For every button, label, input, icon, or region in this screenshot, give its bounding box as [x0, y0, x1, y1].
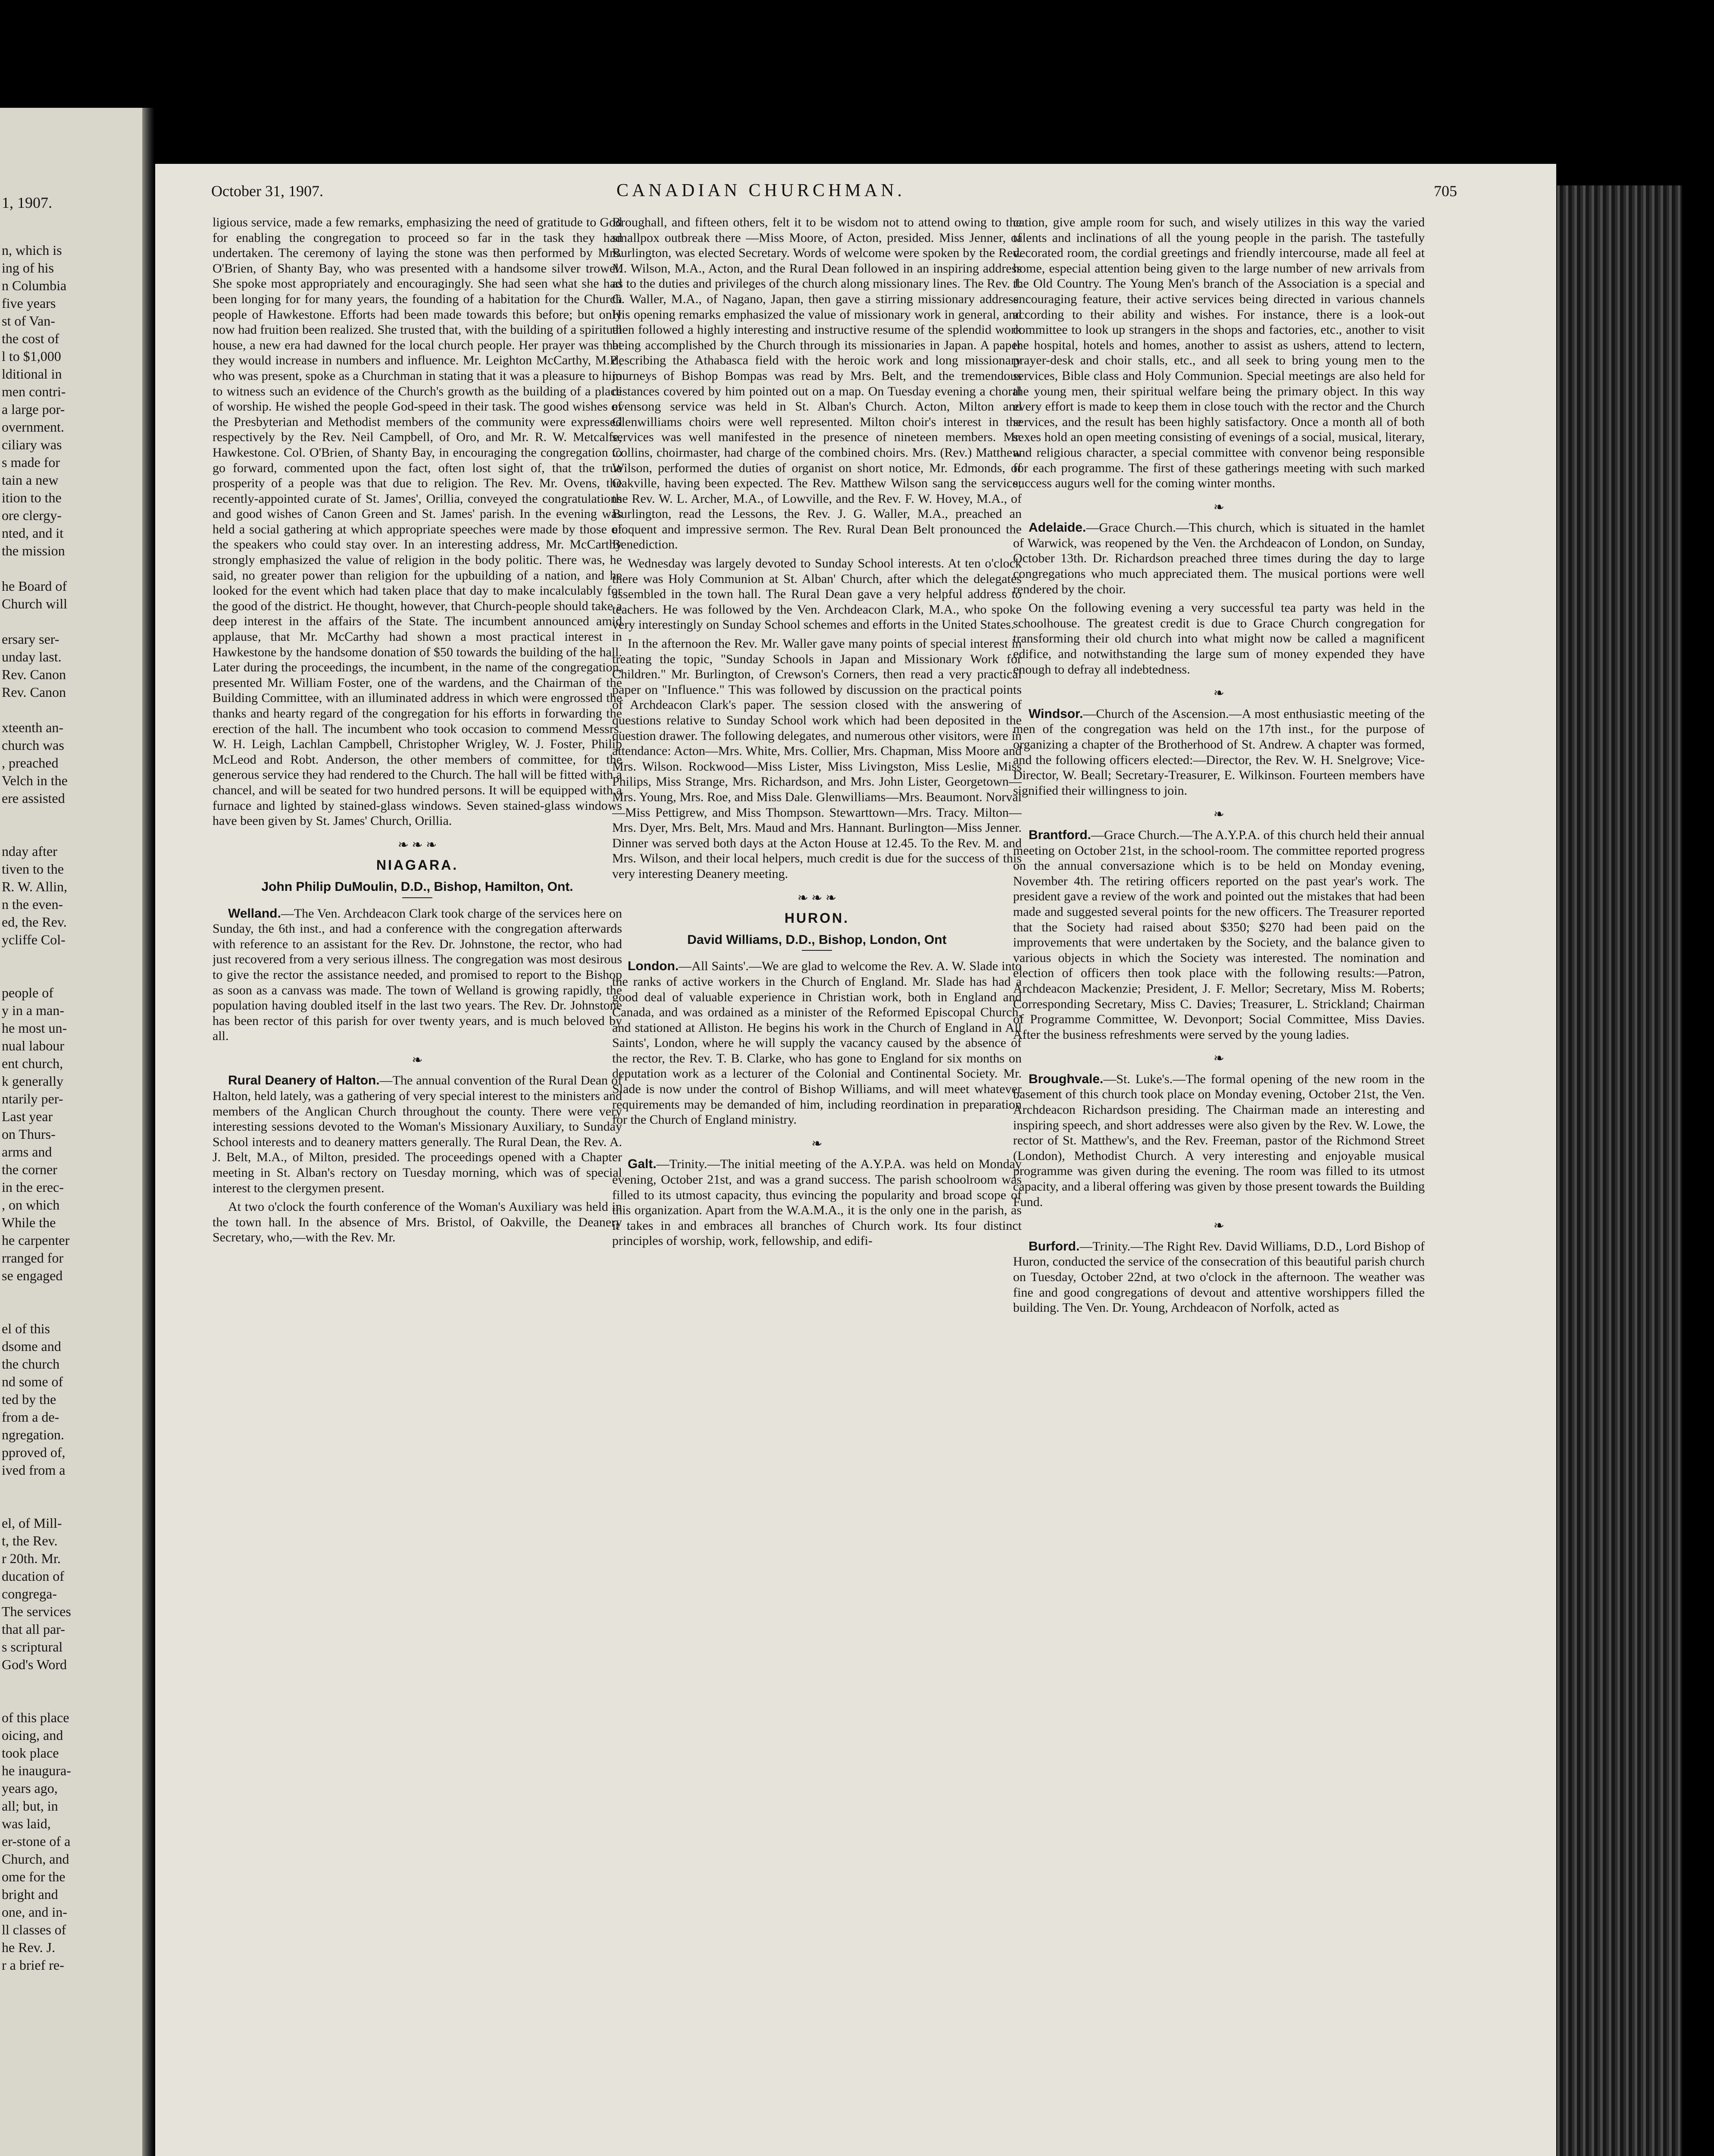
previous-page-fragment [0, 108, 142, 2156]
previous-page-line: the cost of [2, 331, 59, 346]
previous-page-line: ycliffe Col- [2, 932, 66, 947]
previous-page-line: Rev. Canon [2, 684, 66, 700]
previous-page-line: ducation of [2, 1568, 64, 1584]
article-burford [1013, 1239, 1425, 1316]
article-body: —Trinity.—The Right Rev. David Williams, D.D., Lord Bishop of Huron, conducted the service of the consecration of this beautiful parish church on Tuesday, October 22nd, at two o'clock in the afternoon. The weather was fine and good congregations of devout and attentive worshippers filled the building. The Ven. Dr. Young, Archdeacon of Norfolk, acted as [1013, 1239, 1425, 1315]
article-text: ligious service, made a few remarks, emphasizing the need of gratitude to God for enabling the congregation to proceed so far in the task they had undertaken. The ceremony of laying the stone was then performed by Mrs. O'Brien, of Shanty Bay, who was presented with a handsome silver trowel. She spoke most appropriately and encouragingly. She had seen what she had been longing for for many years, the founding of a habitation for the Church people of Hawkestone. Efforts had been made towards this before; but only now had fruition been realized. She trusted that, with the building of a spiritual house, a new era had dawned for the local church people. Her prayer was that they would increase in numbers and influence. Mr. Leighton McCarthy, M.P., who was present, spoke as a Churchman in stating that it was a pleasure to him to witness such an evidence of the Church's growth as the building of a place of worship. He wished the people God-speed in their task. The good wishes of the Presbyterian and Methodist members of the community were expressed respectively by the Rev. Neil Campbell, of Oro, and Mr. R. W. Metcalfe, Hawkestone. Col. O'Brien, of Shanty Bay, in encouraging the congregation to go forward, commented upon the fact, often lost sight of, that the true prosperity of a people was that due to religion. The Rev. Mr. Ovens, the recently-appointed curate of St. James', Orillia, conveyed the congratulations and good wishes of Canon Green and St. James' parish. In the evening was held a social gathering at which appropriate speeches were made by those of the speakers who could stay over. In an interesting address, Mr. McCarthy strongly emphasized the value of religion in the body politic. There was, he said, no greater power than religion for the upbuilding of a nation, and he looked for the event which had taken place that day to make incalculably for the good of the district. He thought, however, that Church-people should take a deep interest in the affairs of the State. The incumbent announced amid applause, that Mr. McCarthy had shown a most practical interest in Hawkestone by the handsome donation of $50 towards the building of the hall. Later during the proceedings, the incumbent, in the name of the congregation, presented Mr. William Foster, one of the wardens, and the Chairman of the Building Committee, with an illuminated address in which were engrossed the thanks and hearty regard of the congregation for his efforts in forwarding the erection of the hall. The incumbent who took occasion to commend Messrs. W. H. Leigh, Lachlan Campbell, Christopher Wrigley, W. J. Foster, Philip McLeod and Robt. Anderson, the other members of committee, for the generous service they had rendered to the Church. The hall will be fitted with a chancel, and will be seated for two hundred persons. It will be equipped with a furnace and lighted by stained-glass windows. Seven stained-glass windows have been given by St. James' Church, Orillia. [213, 215, 622, 828]
article-lead: Welland. [228, 906, 281, 921]
ornament: ❧ ❧ ❧ [397, 837, 437, 852]
column-1 [213, 215, 622, 2125]
previous-page-line: Church, and [2, 1851, 69, 1867]
section-heading-huron: HURON. [784, 910, 850, 926]
previous-page-line: ore clergy- [2, 508, 62, 523]
article-lead: Brantford. [1029, 827, 1091, 842]
article-london [612, 959, 1022, 1128]
article-lead: Galt. [628, 1157, 657, 1172]
previous-page-line: er-stone of a [2, 1833, 71, 1849]
section-heading-niagara: NIAGARA. [376, 857, 459, 873]
article-windsor [1013, 706, 1425, 799]
previous-page-line: lditional in [2, 366, 62, 382]
previous-page-line: ition to the [2, 490, 62, 505]
article-halton [213, 1073, 622, 1196]
previous-page-line: God's Word [2, 1657, 67, 1672]
previous-page-line: se engaged [2, 1268, 63, 1283]
article-lead: Burford. [1029, 1239, 1080, 1253]
previous-page-line: on Thurs- [2, 1126, 56, 1142]
previous-page-line: While the [2, 1215, 56, 1230]
column-3 [1013, 215, 1425, 2125]
page-number: 705 [1434, 182, 1457, 200]
previous-page-line: k generally [2, 1073, 64, 1089]
article-body: —Trinity.—The initial meeting of the A.Y.P.A. was held on Monday evening, October 21st, and was a grand success. The parish schoolroom was filled to its utmost capacity, thus evincing the popularity and broad scope of this organization. Apart from the W.A.M.A., it is the only one in the parish, as it takes in and embraces all branches of Church work. Its four distinct principles of worship, work, fellowship, and edifi- [612, 1157, 1022, 1248]
previous-page-line: y in a man- [2, 1003, 64, 1018]
previous-page-line: ing of his [2, 260, 54, 276]
previous-page-line: nted, and it [2, 525, 64, 541]
article-adelaide [1013, 520, 1425, 597]
previous-page-line: the corner [2, 1162, 57, 1177]
article-lead: London. [628, 959, 679, 974]
previous-page-line: ciliary was [2, 437, 62, 452]
previous-page-line: nual labour [2, 1038, 64, 1053]
previous-page-line: t, the Rev. [2, 1533, 58, 1548]
previous-page-line: nday after [2, 843, 57, 859]
previous-page-line: of this place [2, 1710, 69, 1725]
page-header [155, 164, 1556, 211]
article-body: —The annual convention of the Rural Dean of Halton, held lately, was a gathering of very special interest to the ministers and members of the Anglican Church throughout the county. There were very interesting sessions devoted to the Woman's Missionary Auxiliary, to Sunday School interests and to deanery matters generally. The Rural Dean, the Rev. A. J. Belt, M.A., of Milton, presided. The proceedings opened with a Chapter meeting in St. Alban's rectory on Tuesday morning, which was of special interest to the clergymen present. [213, 1073, 622, 1195]
previous-page-line: from a de- [2, 1409, 59, 1425]
ornament: ❧ [412, 1053, 423, 1067]
article-body: —Church of the Ascension.—A most enthusiastic meeting of the men of the congregation was held on the 17th inst., for the purpose of organizing a chapter of the Brotherhood of St. Andrew. A chapter was formed, and the following officers elected:—Director, the Rev. W. H. Snelgrove; Vice-Director, W. Beall; Secretary-Treasurer, E. Wilkinson. Fourteen members have signified their willingness to join. [1013, 706, 1425, 798]
previous-page-line: bright and [2, 1887, 58, 1902]
previous-page-line: el of this [2, 1321, 50, 1336]
ornament: ❧ [1213, 500, 1225, 514]
previous-page-line: tiven to the [2, 861, 64, 877]
article-body: —All Saints'.—We are glad to welcome the Rev. A. W. Slade into the ranks of active workers in the Church of England. Mr. Slade has had a good deal of valuable experience in Christian work, both in England and Canada, and was ordained as a minister of the Reformed Episcopal Church, and stationed at Alliston. He begins his work in the Church of England in All Saints', London, where he will supply the vacancy caused by the absence of the rector, the Rev. T. B. Clarke, who has gone to England for six months on deputation work as a lecturer of the Colonial and Continental Society. Mr. Slade is now under the control of Bishop Williams, and will meet whatever requirements may be demanded of him, including reordination in preparation for the Church of England ministry. [612, 959, 1022, 1127]
previous-page-line: in the erec- [2, 1179, 64, 1195]
previous-page-line: , on which [2, 1197, 60, 1213]
previous-page-line: church was [2, 737, 64, 753]
previous-page-line: he most un- [2, 1020, 67, 1036]
ornament: ❧ [1213, 1219, 1225, 1233]
previous-page-line: n the even- [2, 896, 63, 912]
previous-page-line: congrega- [2, 1586, 57, 1601]
previous-page-line: s made for [2, 454, 60, 470]
previous-page-line: ersary ser- [2, 631, 59, 647]
previous-page-line: the mission [2, 543, 65, 558]
previous-page-line: xteenth an- [2, 720, 64, 735]
article-text: Wednesday was largely devoted to Sunday School interests. At ten o'clock there was Holy Communion at St. Alban' Church, after which the delegates assembled in the town hall. The Rural Dean gave a very helpful address to teachers. He was followed by the Ven. Archdeacon Clark, M.A., who spoke very interestingly on Sunday School schemes and efforts in the United States. [612, 556, 1022, 632]
previous-page-line: s scriptural [2, 1639, 63, 1655]
previous-page-line: ntarily per- [2, 1091, 63, 1106]
previous-page-line: he Board of [2, 578, 67, 594]
previous-page-line: one, and in- [2, 1904, 67, 1920]
article-lead: Broughvale. [1029, 1072, 1104, 1086]
previous-page-line: that all par- [2, 1621, 65, 1637]
issue-date: October 31, 1907. [211, 182, 323, 200]
ornament: ❧ [1213, 1051, 1225, 1066]
previous-page-line: ngregation. [2, 1427, 64, 1442]
article-text: In the afternoon the Rev. Mr. Waller gave many points of special interest in treating the topic, "Sunday Schools in Japan and Missionary Work for Children." Mr. Burlington, of Crewson's Corners, then read a very practical paper on "Influence." This was followed by discussion on the practical points of Archdeacon Clark's paper. The session closed with the answering of questions relative to Sunday School work which had been deposited in the question drawer. The following delegates, and numerous other visitors, were in attendance: Acton—Mrs. White, Mrs. Collier, Mrs. Chapman, Miss Moore and Mrs. Wilson. Rockwood—Miss Lister, Miss Livingston, Miss Leslie, Miss Philips, Miss Strange, Mrs. Richardson, and Mrs. John Lister, Georgetown—Mrs. Young, Mrs. Roe, and Miss Dale. Glenwilliams—Mrs. Beaumont. Norval—Miss Pettigrew, and Miss Thompson. Stewarttown—Mrs. Tracy. Milton—Mrs. Dyer, Mrs. Belt, Mrs. Maud and Mrs. Hannant. Burlington—Miss Jenner. Dinner was served both days at the Acton House at 12.45. To the Rev. M. and Mrs. Wilson, and their local helpers, much credit is due for the success of this very interesting Deanery meeting. [612, 636, 1022, 881]
previous-page-line: rranged for [2, 1250, 64, 1266]
previous-page-line: , preached [2, 755, 59, 771]
previous-page-line: ted by the [2, 1391, 56, 1407]
article-lead: Adelaide. [1029, 520, 1086, 535]
previous-page-line: overnment. [2, 419, 64, 435]
previous-page-line: arms and [2, 1144, 52, 1159]
article-welland [213, 906, 622, 1044]
previous-page-line: he carpenter [2, 1232, 70, 1248]
previous-page-line: was laid, [2, 1816, 51, 1831]
column-2 [612, 215, 1022, 2125]
article-body: —St. Luke's.—The formal opening of the new room in the basement of this church took place on Monday evening, October 21st, the Ven. Archdeacon Richardson presiding. The Chairman made an interesting and inspiring speech, and short addresses were also given by the Rev. W. Lowe, the rector of St. Matthew's, and the Rev. Freeman, pastor of the Richmond Street (London), Methodist Church. A very interesting and enjoyable musical programme was given during the evening. The room was filled to its utmost capacity, and a liberal offering was given by those present towards the Building Fund. [1013, 1072, 1425, 1209]
article-body: —Grace Church.—The A.Y.P.A. of this church held their annual meeting on October 21st, in the school-room. The committee reported progress on the annual conversazione which is to be held on Monday evening, November 4th. The retiring officers reported on the past year's work. The president gave a review of the work and pointed out the mistakes that had been made and suggested several points for the new officers. The Treasurer reported that the Society had raised about $350; $270 had been paid on the improvements that were undertaken by the Society, and the balance given to various objects in which the Society was interested. The nomination and election of officers then took place with the following results:—Patron, Archdeacon Mackenzie; President, J. F. Mellor; Secretary, Miss M. Roberts; Corresponding Secretary, Miss C. Davies; Treasurer, L. Strickland; Chairman of Programme Committee, W. Devonport; Social Committee, Miss Davies. After the business refreshments were served by the young ladies. [1013, 827, 1425, 1042]
previous-page-line: the church [2, 1356, 60, 1372]
article-text: On the following evening a very successful tea party was held in the schoolhouse. The greatest credit is due to Grace Church congregation for transforming their old church into what might now be called a magnificent edifice, and notwithstanding the large sum of money expended they have enough to defray all indebtedness. [1013, 601, 1425, 677]
previous-page-line: people of [2, 985, 53, 1000]
previous-page-line: r 20th. Mr. [2, 1551, 61, 1566]
article-text: cation, give ample room for such, and wisely utilizes in this way the varied talents and inclinations of all the young people in the parish. The tastefully decorated room, the cordial greetings and friendly intercourse, made all feel at home, especial attention being given to the large number of new arrivals from the Old Country. The Young Men's branch of the Association is a special and encouraging feature, their active services being directed in various channels according to their ability and wishes. For instance, there is a look-out committee to look up strangers in the shops and factories, etc., another to visit the hospital, hotels and homes, another to assist as ushers, attend to lectern, prayer-desk and choir stalls, etc., and all seek to bring young men to the services, Bible class and Holy Communion. Special meetings are also held for the young men, their spiritual welfare being the primary object. In this way every effort is made to keep them in close touch with the rector and the Church services, and the result has been highly satisfactory. Once a month all of both sexes hold an open meeting consisting of evenings of a social, musical, literary, and religious character, a special committee with convenor being responsible for each programme. The first of these gatherings meeting with such marked success augurs well for the coming winter months. [1013, 215, 1425, 491]
article-brantford [1013, 827, 1425, 1042]
previous-page-line: ived from a [2, 1462, 66, 1478]
previous-page-line: Velch in the [2, 773, 68, 788]
masthead: CANADIAN CHURCHMAN. [616, 181, 906, 201]
previous-page-line: st of Van- [2, 313, 55, 329]
previous-page-line: ere assisted [2, 790, 65, 806]
previous-page-line: The services [2, 1604, 71, 1619]
previous-page-line: a large por- [2, 401, 65, 417]
ornament: ❧ ❧ ❧ [797, 890, 837, 905]
ornament: ❧ [811, 1136, 823, 1151]
previous-page-date: 1, 1907. [2, 194, 52, 211]
bishop-line: John Philip DuMoulin, D.D., Bishop, Hamilton, Ont. [261, 879, 573, 894]
previous-page-line: years ago, [2, 1780, 58, 1796]
previous-page-line: n Columbia [2, 278, 67, 293]
previous-page-line: n, which is [2, 242, 62, 258]
article-text: Broughall, and fifteen others, felt it to be wisdom not to attend owing to the smallpox outbreak there —Miss Moore, of Acton, presided. Miss Jenner, of Burlington, was elected Secretary. Words of welcome were spoken by the Rev. M. Wilson, M.A., Acton, and the Rural Dean followed in an inspiring address as to the duties and privileges of the church along missionary lines. The Rev. J. G. Waller, M.A., of Nagano, Japan, then gave a stirring missionary address. His opening remarks emphasized the value of missionary work in general, and then followed a highly interesting and instructive resume of the splendid work being accomplished by the Church through its missionaries in Japan. A paper describing the Athabasca field with the heroic work and long missionary journeys of Bishop Bompas was read by Mrs. Belt, and the tremendous distances covered by him pointed out on a map. On Tuesday evening a choral evensong service was held in St. Alban's Church. Acton, Milton and Glenwilliams choirs were well represented. Milton choir's interest in the services was well manifested in the presence of nineteen members. Mr. Collins, choirmaster, had charge of the combined choirs. Mrs. (Rev.) Matthew Wilson, performed the duties of organist on short notice, Mr. Edmonds, of Oakville, having been expected. The Rev. Matthew Wilson sang the service; the Rev. W. L. Archer, M.A., of Lowville, and the Rev. F. W. Hovey, M.A., of Burlington, read the Lessons, the Rev. J. G. Waller, M.A., preached an eloquent and impressive sermon. The Rev. Rural Dean Belt pronounced the Benediction. [612, 215, 1022, 552]
article-galt [612, 1156, 1022, 1249]
previous-page-line: took place [2, 1745, 59, 1761]
previous-page-line: oicing, and [2, 1727, 63, 1743]
previous-page-line: unday last. [2, 649, 62, 664]
bishop-line: David Williams, D.D., Bishop, London, Ont [687, 932, 947, 947]
previous-page-line: Church will [2, 596, 67, 611]
previous-page-line: he Rev. J. [2, 1940, 56, 1955]
previous-page-line: tain a new [2, 472, 59, 488]
previous-page-line: ed, the Rev. [2, 914, 67, 930]
article-lead: Windsor. [1029, 706, 1083, 721]
divider [802, 950, 832, 951]
previous-page-line: l to $1,000 [2, 348, 61, 364]
article-text: At two o'clock the fourth conference of the Woman's Auxiliary was held in the town hall. In the absence of Mrs. Bristol, of Oakville, the Deanery Secretary, who,—with the Rev. Mr. [213, 1200, 622, 1245]
newspaper-page [155, 164, 1556, 2156]
previous-page-line: Last year [2, 1109, 53, 1124]
previous-page-line: ll classes of [2, 1922, 66, 1937]
previous-page-line: dsome and [2, 1338, 61, 1354]
previous-page-line: he inaugura- [2, 1763, 71, 1778]
article-body: —The Ven. Archdeacon Clark took charge of the services here on Sunday, the 6th inst., and had a conference with the congregation afterwards with reference to an assistant for the Rev. Dr. Johnstone, the rector, who had just recovered from a very serious illness. The congregation was most desirous to give the rector the assistance needed, and promised to report to the Bishop as soon as a canvass was made. The town of Welland is growing rapidly, the population having doubled itself in the last two years. The Rev. Dr. Johnstone has been rector of this parish for over twenty years, and is much beloved by all. [213, 906, 622, 1044]
previous-page-line: el, of Mill- [2, 1515, 62, 1531]
previous-page-line: men contri- [2, 384, 66, 399]
previous-page-line: five years [2, 295, 56, 311]
page-gutter [142, 108, 154, 2156]
previous-page-line: nd some of [2, 1374, 63, 1389]
article-body: —Grace Church.—This church, which is situated in the hamlet of Warwick, was reopened by the Ven. the Archdeacon of London, on Sunday, October 13th. Dr. Richardson preached three times during the day to large congregations who much appreciated them. The musical portions were well rendered by the choir. [1013, 520, 1425, 596]
ornament: ❧ [1213, 686, 1225, 701]
divider [402, 897, 432, 898]
article-lead: Rural Deanery of Halton. [228, 1073, 380, 1088]
previous-page-line: Rev. Canon [2, 667, 66, 682]
previous-page-line: r a brief re- [2, 1957, 64, 1973]
ornament: ❧ [1213, 807, 1225, 822]
book-page-edges [1557, 185, 1682, 2156]
previous-page-line: ome for the [2, 1869, 66, 1884]
previous-page-line: pproved of, [2, 1445, 66, 1460]
article-broughvale [1013, 1072, 1425, 1210]
previous-page-line: all; but, in [2, 1798, 58, 1814]
previous-page-line: ent church, [2, 1056, 63, 1071]
previous-page-line: R. W. Allin, [2, 879, 68, 894]
